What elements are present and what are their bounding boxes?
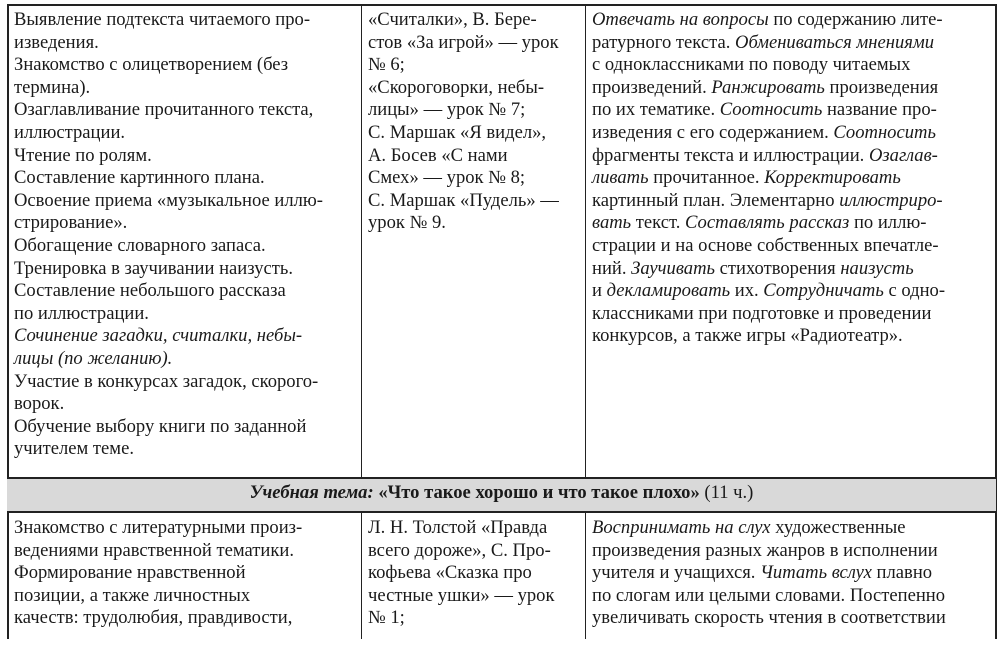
emphasized-verb: ливать: [592, 167, 649, 189]
text-run: по содержанию лите-: [768, 9, 943, 30]
activity-line: [592, 325, 992, 348]
activity-line: [592, 235, 992, 258]
content-line: по иллюстрации.: [14, 302, 149, 324]
content-line: Обучение выбору книги по заданной: [14, 415, 307, 437]
table-border-right: [995, 4, 997, 639]
work-line: урок № 9.: [368, 212, 446, 234]
work-line: № 1;: [368, 607, 405, 629]
column-divider-1-lower: [361, 512, 362, 639]
table-border-left: [7, 4, 9, 639]
activity-line: [592, 77, 992, 100]
text-run: классниками при подготовке и проведении: [592, 302, 932, 324]
text-run: произведения разных жанров в исполнении: [592, 539, 938, 561]
cell-lesson-content: [14, 9, 356, 461]
text-run: ний.: [592, 257, 632, 279]
column-divider-2: [585, 4, 586, 478]
emphasized-verb: декламировать: [606, 280, 731, 302]
work-line: кофьева «Сказка про: [368, 562, 532, 584]
content-line: Участие в конкурсах загадок, скорого-: [14, 370, 319, 392]
activity-line: [592, 9, 992, 32]
cell-literary-works-next: [368, 517, 580, 630]
work-line: всего дороже», С. Про-: [368, 539, 551, 561]
content-line: Формирование нравственной: [14, 562, 246, 584]
text-run: их.: [730, 280, 764, 302]
topic-label: Учебная тема:: [249, 482, 374, 503]
emphasized-verb: Составлять рассказ: [685, 212, 850, 234]
text-run: фрагменты текста и иллюстрации.: [592, 144, 869, 166]
content-line: позиции, а также личностных: [14, 584, 251, 606]
content-line: Чтение по ролям.: [14, 144, 152, 166]
content-line: иллюстрации.: [14, 121, 126, 143]
text-run: по их тематике.: [592, 99, 720, 121]
text-run: с одно-: [883, 280, 946, 302]
content-line: учителем теме.: [14, 438, 134, 460]
text-run: стихотворения: [714, 257, 841, 279]
text-run: ратурного текста.: [592, 31, 736, 53]
emphasized-verb: Отвечать на вопросы: [592, 9, 769, 30]
row-divider-upper: [7, 477, 997, 479]
activity-line: [592, 607, 992, 630]
text-run: прочитанное.: [648, 167, 765, 189]
row-divider-lower: [7, 511, 997, 513]
activity-line: [592, 145, 992, 168]
cell-lesson-content-next: [14, 517, 356, 630]
emphasized-verb: вать: [592, 212, 632, 234]
work-line: № 6;: [368, 54, 405, 76]
content-line: стрирование».: [14, 212, 128, 234]
emphasized-verb: Озаглав-: [868, 144, 938, 166]
activity-line: [592, 562, 992, 585]
cell-literary-works: [368, 9, 580, 235]
text-run: произведения: [824, 76, 939, 98]
content-line: Освоение приема «музыкальное иллю-: [14, 189, 323, 211]
emphasized-verb: Заучивать: [631, 257, 715, 279]
text-run: с одноклассниками по поводу читаемых: [592, 54, 911, 76]
emphasized-verb: наизусть: [840, 257, 914, 279]
activity-line: [592, 99, 992, 122]
work-line: А. Босев «С нами: [368, 144, 508, 166]
topic-hours: (11 ч.): [699, 482, 754, 503]
content-line: Составление небольшого рассказа: [14, 280, 286, 302]
work-line: «Скороговорки, небы-: [368, 76, 545, 98]
activity-line: [592, 32, 992, 55]
text-run: плавно: [871, 562, 933, 584]
work-line: Л. Н. Толстой «Правда: [368, 517, 548, 538]
activity-line: [592, 122, 992, 145]
content-line: термина).: [14, 76, 91, 98]
activity-line: [592, 280, 992, 303]
column-divider-1: [361, 4, 362, 478]
content-line: Озаглавливание прочитанного текста,: [14, 99, 314, 121]
activity-line: [592, 258, 992, 281]
text-run: по слогам или целыми словами. Постепенно: [592, 584, 946, 606]
activity-line: [592, 585, 992, 608]
activity-line: [592, 303, 992, 326]
work-line: «Считалки», В. Бере-: [368, 9, 537, 30]
text-run: картинный план. Элементарно: [592, 189, 840, 211]
text-run: текст.: [631, 212, 686, 234]
column-divider-2-lower: [585, 512, 586, 639]
content-line: Знакомство с олицетворением (без: [14, 54, 289, 76]
emphasized-verb: Соотносить: [833, 121, 936, 143]
text-run: и: [592, 280, 607, 302]
table-border-top: [7, 4, 997, 6]
content-line: Составление картинного плана.: [14, 167, 265, 189]
text-run: увеличивать скорость чтения в соответствии: [592, 607, 946, 629]
text-run: произведений.: [592, 76, 712, 98]
text-run: название про-: [822, 99, 937, 121]
emphasized-verb: Корректировать: [764, 167, 901, 189]
emphasized-verb: Читать вслух: [760, 562, 872, 584]
cell-student-activities-next: [592, 517, 992, 630]
content-line: Сочинение загадки, считалки, небы-: [14, 325, 303, 347]
activity-line: [592, 212, 992, 235]
work-line: лицы» — урок № 7;: [368, 99, 526, 121]
text-run: художественные: [770, 517, 906, 538]
emphasized-verb: Обмениваться мнениями: [735, 31, 935, 53]
content-line: ворок.: [14, 393, 65, 415]
text-run: по иллю-: [849, 212, 927, 234]
emphasized-verb: Сотрудничать: [763, 280, 884, 302]
content-line: Выявление подтекста читаемого про-: [14, 9, 311, 30]
emphasized-verb: иллюстриро-: [839, 189, 943, 211]
emphasized-verb: Воспринимать на слух: [592, 517, 771, 538]
activity-line: [592, 517, 992, 540]
work-line: честные ушки» — урок: [368, 584, 555, 606]
text-run: конкурсов, а также игры «Радиотеатр».: [592, 325, 903, 347]
content-line: лицы (по желанию).: [14, 347, 173, 369]
work-line: С. Маршак «Я видел»,: [368, 121, 547, 143]
work-line: Смех» — урок № 8;: [368, 167, 526, 189]
text-run: учителя и учащихся.: [592, 562, 761, 584]
topic-title: «Что такое хорошо и что такое плохо»: [378, 482, 700, 503]
activity-line: [592, 167, 992, 190]
work-line: С. Маршак «Пудель» —: [368, 189, 559, 211]
content-line: качеств: трудолюбия, правдивости,: [14, 607, 293, 629]
content-line: ведениями нравственной тематики.: [14, 539, 294, 561]
text-run: изведения с его содержанием.: [592, 121, 834, 143]
cell-student-activities: [592, 9, 992, 348]
content-line: Тренировка в заучивании наизусть.: [14, 257, 294, 279]
emphasized-verb: Ранжировать: [711, 76, 825, 98]
work-line: стов «За игрой» — урок: [368, 31, 559, 53]
content-line: Обогащение словарного запаса.: [14, 234, 266, 256]
text-run: страции и на основе собственных впечатле-: [592, 234, 939, 256]
activity-line: [592, 190, 992, 213]
topic-heading: [7, 481, 996, 505]
activity-line: [592, 540, 992, 563]
emphasized-verb: Соотносить: [719, 99, 823, 121]
activity-line: [592, 54, 992, 77]
content-line: Знакомство с литературными произ-: [14, 517, 303, 538]
content-line: изведения.: [14, 31, 99, 53]
